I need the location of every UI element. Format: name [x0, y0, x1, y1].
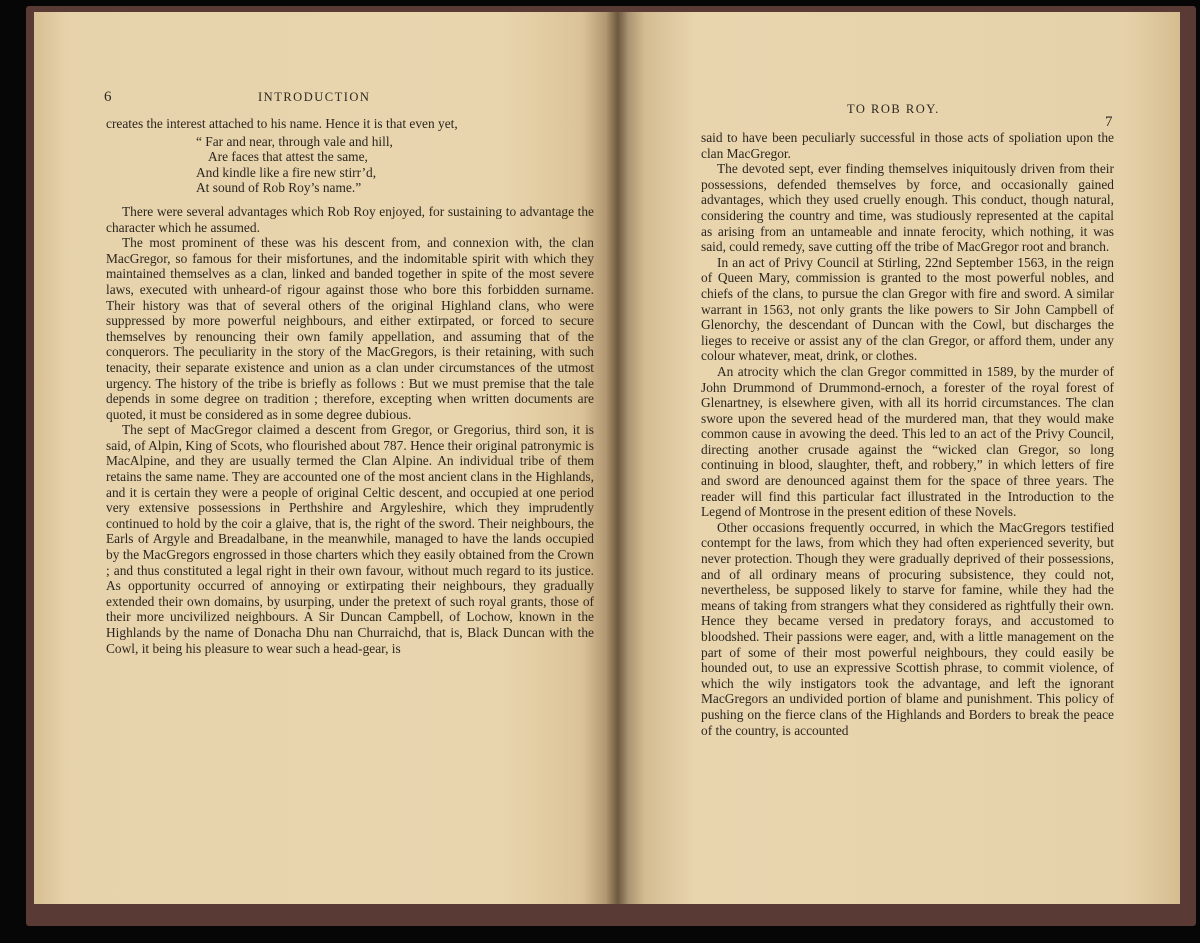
paragraph: said to have been peculiarly successful in those acts of spoliation upon the clan MacGregor. — [701, 130, 1114, 161]
right-page-number: 7 — [1105, 114, 1113, 130]
book-gutter — [606, 12, 628, 904]
left-page — [34, 12, 617, 904]
verse-line: Are faces that attest the same, — [208, 149, 368, 165]
paragraph: Other occasions frequently occurred, in which the MacGregors testified contempt for the laws, from which they had often experienced severity, but never protection. Though they were gradually deprived of their possessions, and of all ordinary means of procuring subsistence, they could not, nevertheless, be supposed likely to starve for famine, while they had the means of taking from strangers what they considered as rightfully their own. Hence they became versed in predatory forays, and accustomed to bloodshed. Their passions were eager, and, with a little management on the part of some of their most powerful neighbours, they could easily be hounded out, to use an expressive Scottish phrase, to commit violence, of which the wily instigators took the advantage, and left the ignorant MacGregors an undivided portion of blame and punishment. This policy of pushing on the fierce clans of the Highlands and Borders to break the peace of the country, is accounted — [701, 519, 1114, 738]
left-page-number: 6 — [104, 89, 112, 105]
paragraph: The devoted sept, ever finding themselves iniquitously driven from their possessions, defended themselves by force, and occasionally gained advantages, which they used cruelly enough. This conduct, though natural, considering the country and time, was studiously represented at the capital as arising from an untameable and innate ferocity, which nothing, it was said, could remedy, save cutting off the tribe of MacGregor root and branch. — [701, 161, 1114, 255]
paragraph: The most prominent of these was his descent from, and connexion with, the clan MacGregor, so famous for their misfortunes, and the indomitable spirit with which they maintained themselves as a clan, linked and banded together in spite of the most severe laws, executed with unheard-of rigour against those who bore this forbidden surname. Their history was that of several others of the original Highland clans, who were suppressed by more powerful neighbours, and either extirpated, or forced to secure themselves by renouncing their own family appellation, and assuming that of the conquerors. The peculiarity in the story of the MacGregors, is their retaining, with such tenacity, their separate existence and union as a clan under circumstances of the utmost urgency. The history of the tribe is briefly as follows : But we must premise that the tale depends in some degree on tradition ; therefore, excepting when written documents are quoted, it must be considered as in some degree dubious. — [106, 235, 594, 422]
paragraph: An atrocity which the clan Gregor committed in 1589, by the murder of John Drummond of Drummond-ernoch, a forester of the royal forest of Glenartney, is elsewhere given, with all its horrid circumstances. The clan swore upon the severed head of the murdered man, that they would make common cause in avowing the deed. This led to an act of the Privy Council, directing another crusade against the “wicked clan Gregor, so long continuing in blood, slaughter, theft, and robbery,” in which letters of fire and sword are denounced against them for the space of three years. The reader will find this particular fact illustrated in the Introduction to the Legend of Montrose in the present edition of these Novels. — [701, 363, 1114, 520]
paragraph: There were several advantages which Rob Roy enjoyed, for sustaining to advantage the character which he assumed. — [106, 203, 594, 235]
left-page-body — [106, 116, 594, 656]
verse-line: And kindle like a fire new stirr’d, — [196, 164, 377, 180]
right-running-head: TO ROB ROY. — [847, 102, 940, 116]
right-page — [617, 12, 1180, 904]
paragraph: In an act of Privy Council at Stirling, 22nd September 1563, in the reign of Queen Mary, commission is granted to the most powerful nobles, and chiefs of the clans, to pursue the clan Gregor with fire and sword. A similar warrant in 1563, not only grants the like powers to Sir John Campbell of Glenorchy, the descendant of Duncan with the Cowl, but discharges the lieges to receive or assist any of the clan Gregor, or afford them, under any colour whatever, meat, drink, or clothes. — [701, 254, 1114, 364]
right-page-body — [701, 130, 1114, 738]
verse-line: At sound of Rob Roy’s name.” — [196, 180, 362, 196]
verse-quotation — [196, 134, 594, 196]
verse-line: “ Far and near, through vale and hill, — [196, 133, 393, 149]
left-opening-lines: creates the interest attached to his name. Hence it is that even yet, — [106, 116, 458, 131]
paragraph: The sept of MacGregor claimed a descent from Gregor, or Gregorius, third son, it is said, of Alpin, King of Scots, who flourished about 787. Hence their original patronymic is MacAlpine, and they are usually termed the Clan Alpine. An individual tribe of them retains the same name. They are accounted one of the most ancient clans in the Highlands, and it is certain they were a people of original Celtic descent, and occupied at one period very extensive possessions in Perthshire and Argyleshire, which they imprudently continued to hold by the coir a glaive, that is, the right of the sword. Their neighbours, the Earls of Argyle and Breadalbane, in the meanwhile, managed to have the lands occupied by the MacGregors engrossed in those charters which they easily obtained from the Crown ; and thus constituted a legal right in their own favour, without much regard to its justice. As opportunity occurred of annoying or extirpating their neighbours, they gradually extended their own domains, by usurping, under the pretext of such royal grants, those of their more uncivilized neighbours. A Sir Duncan Campbell, of Lochow, known in the Highlands by the name of Donacha Dhu nan Churraichd, that is, Black Duncan with the Cowl, it being his pleasure to wear such a head-gear, is — [106, 422, 594, 656]
left-running-head: INTRODUCTION — [258, 90, 371, 104]
